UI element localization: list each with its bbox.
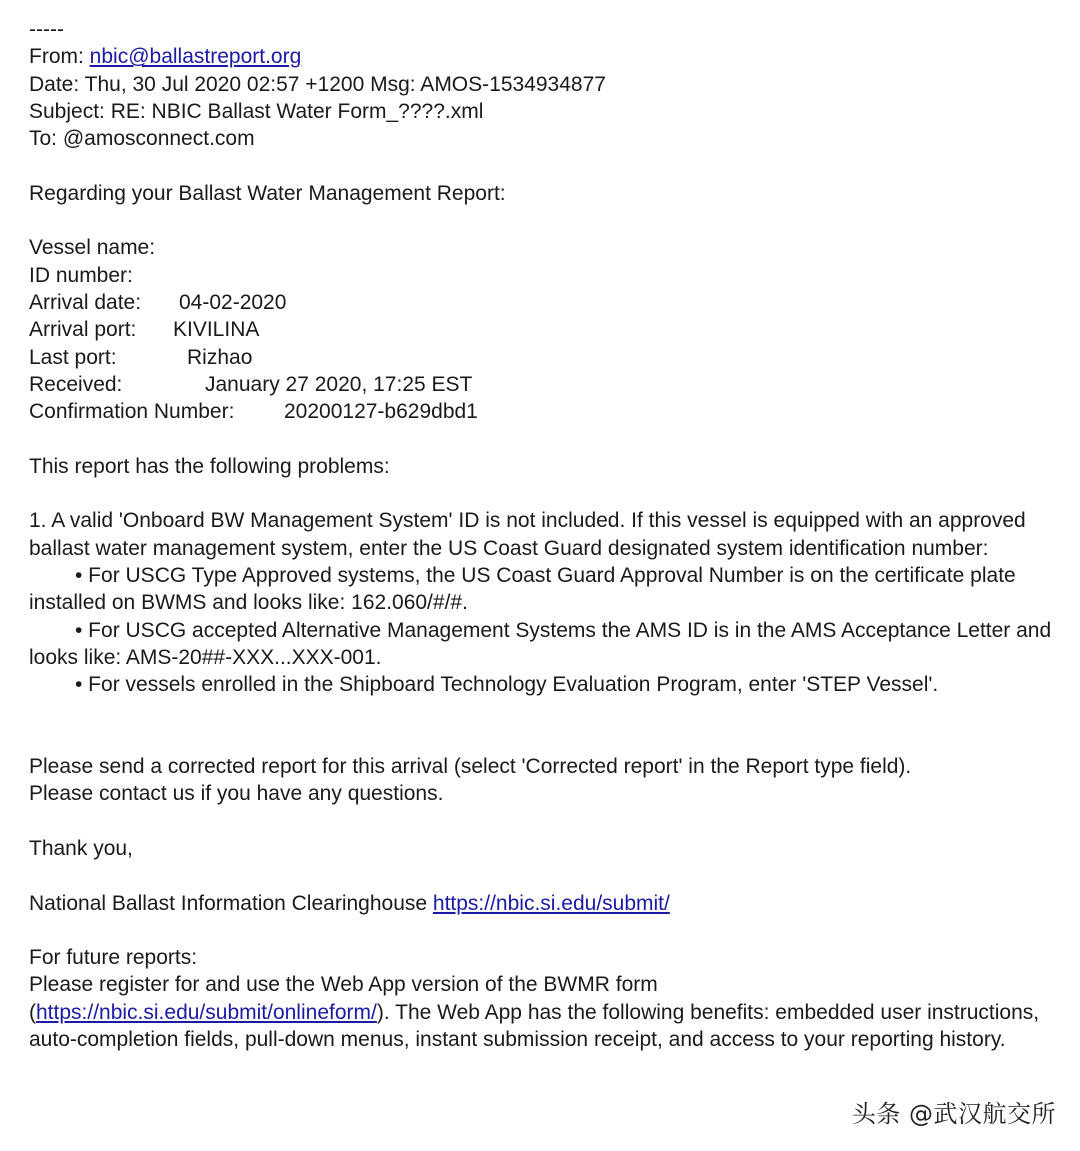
confirmation-row [29, 398, 1069, 425]
vessel-name-row [29, 234, 1069, 261]
received-value: January 27 2020, 17:25 EST [205, 372, 473, 396]
org-line [29, 890, 1069, 917]
online-form-link[interactable]: https://nbic.si.edu/submit/onlineform/ [36, 1000, 377, 1024]
future-benefits-text: ). The Web App has the following benefits: embedded user instructions, auto-completion fields, pull-down menus, instant submission receipt, and access to your reporting history. [29, 1000, 1040, 1051]
received-row [29, 371, 1069, 398]
submit-link[interactable]: https://nbic.si.edu/submit/ [432, 891, 670, 915]
date-line: Date: Thu, 30 Jul 2020 02:57 +1200 Msg: AMOS-1534934877 [29, 72, 606, 96]
watermark: 头条 @武汉航交所 [851, 1100, 1056, 1128]
from-email-link[interactable]: nbic@ballastreport.org [89, 45, 302, 69]
future-register-line: Please register for and use the Web App version of the BWMR form [29, 973, 658, 997]
confirmation-label: Confirmation Number: [29, 400, 235, 424]
problem-bullet-1: • For USCG Type Approved systems, the US Coast Guard Approval Number is on the certificate plate installed on BWMS and looks like: 162.060/#/#. [29, 563, 1016, 615]
vessel-name-label: Vessel name: [29, 236, 156, 260]
confirmation-value: 20200127-b629dbd1 [284, 400, 478, 424]
corrected-report-line: Please send a corrected report for this arrival (select 'Corrected report' in the Report type field). [29, 755, 912, 779]
problem-item-1: 1. A valid 'Onboard BW Management System' ID is not included. If this vessel is equipped with an approved ballast water management system, enter the US Coast Guard designated system identification number: [29, 509, 1026, 560]
problem-bullet-2: • For USCG accepted Alternative Management Systems the AMS ID is in the AMS Acceptance Letter and looks like: AMS-20##-XXX...XXX-001. [29, 618, 1052, 669]
last-port-label: Last port: [29, 345, 117, 369]
contact-line: Please contact us if you have any questions. [29, 782, 444, 806]
future-heading: For future reports: [29, 946, 198, 970]
id-number-label: ID number: [29, 263, 133, 287]
org-name: National Ballast Information Clearinghouse [29, 891, 433, 915]
from-line [29, 43, 1069, 70]
intro-line: Regarding your Ballast Water Management Report: [29, 181, 506, 205]
arrival-date-row [29, 289, 1069, 316]
problem-bullet-3: • For vessels enrolled in the Shipboard Technology Evaluation Program, enter 'STEP Vessel'. [75, 673, 939, 697]
last-port-row [29, 344, 1069, 371]
thanks-line: Thank you, [29, 836, 133, 860]
arrival-date-value: 04-02-2020 [179, 290, 287, 314]
email-body [29, 16, 1069, 1053]
problems-heading: This report has the following problems: [29, 454, 390, 478]
arrival-port-label: Arrival port: [29, 318, 137, 342]
from-label: From: [29, 45, 90, 69]
open-paren: ( [29, 1000, 36, 1024]
id-number-row [29, 262, 1069, 289]
arrival-port-value: KIVILINA [173, 318, 260, 342]
subject-line: Subject: RE: NBIC Ballast Water Form_????.xml [29, 99, 484, 123]
future-benefits-paragraph [29, 999, 1069, 1054]
arrival-port-row [29, 316, 1069, 343]
arrival-date-label: Arrival date: [29, 290, 142, 314]
received-label: Received: [29, 372, 123, 396]
last-port-value: Rizhao [187, 345, 253, 369]
separator: ----- [29, 18, 64, 41]
to-line: To: @amosconnect.com [29, 127, 255, 151]
